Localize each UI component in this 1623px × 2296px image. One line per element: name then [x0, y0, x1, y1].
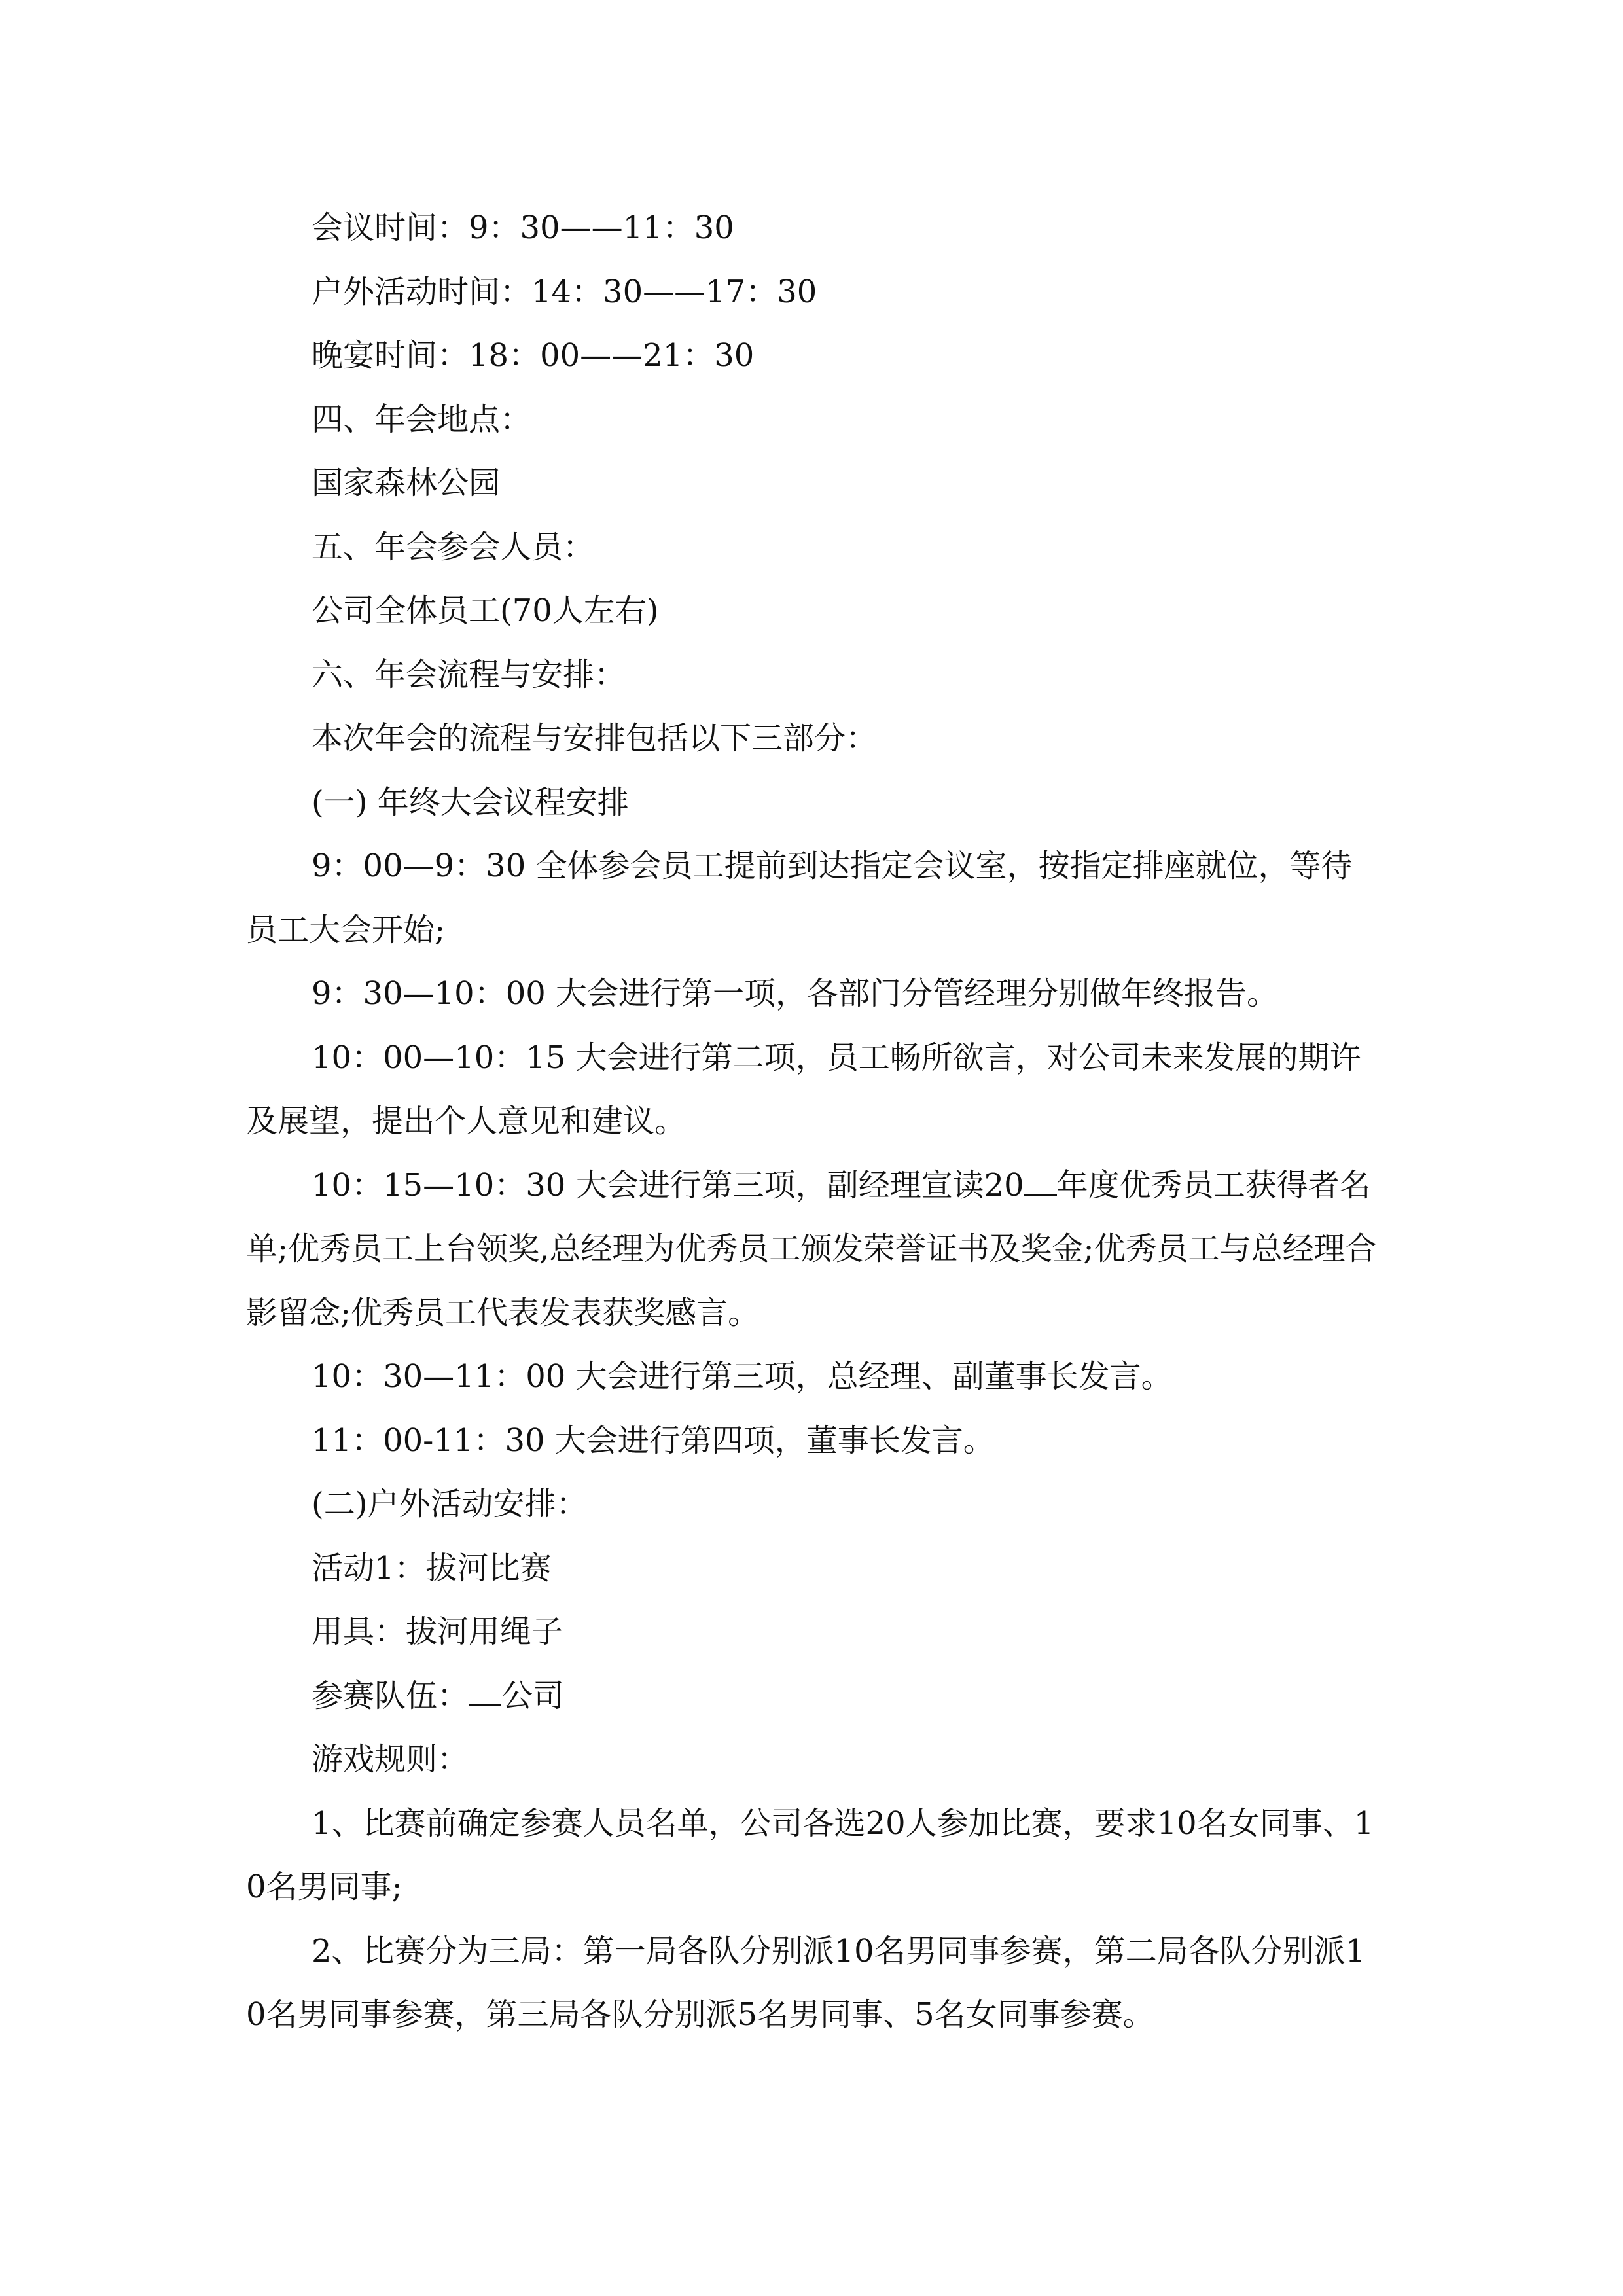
- rule-2: 2、比赛分为三局：第一局各队分别派10名男同事参赛，第二局各队分别派10名男同事参赛，第三局各队分别派5名男同事、5名女同事参赛。: [246, 1932, 1366, 2033]
- equipment-line: 用具：拔河用绳子: [312, 1613, 563, 1650]
- agenda-item-3: 10：00—10：15 大会进行第二项，员工畅所欲言，对公司未来发展的期许及展望，提出个人意见和建议。: [246, 1039, 1361, 1139]
- arrangement-intro: 本次年会的流程与安排包括以下三部分：: [312, 720, 878, 757]
- agenda-item-4-before: 10：15—10：30 大会进行第三项，副经理宣读20: [312, 1166, 1024, 1204]
- section-5-heading: 五、年会参会人员：: [312, 528, 595, 565]
- venue-line: 国家森林公园: [312, 465, 501, 501]
- part-2-heading: (二)户外活动安排：: [312, 1486, 588, 1522]
- dinner-time-line: 晚宴时间：18：00——21：30: [312, 337, 755, 374]
- section-6-heading: 六、年会流程与安排：: [312, 656, 626, 693]
- activity-1-line: 活动1：拔河比赛: [312, 1549, 552, 1587]
- document-body: [246, 196, 1378, 2047]
- rule-1: 1、比赛前确定参赛人员名单，公司各选20人参加比赛，要求10名女同事、10名男同事;: [246, 1804, 1374, 1905]
- teams-value: 公司: [501, 1677, 565, 1714]
- agenda-item-5: 10：30—11：00 大会进行第三项，总经理、副董事长发言。: [312, 1358, 1173, 1395]
- year-blank: [1024, 1168, 1057, 1196]
- company-blank: [469, 1678, 501, 1706]
- teams-label: 参赛队伍：: [312, 1677, 469, 1714]
- agenda-item-1: 9：00—9：30 全体参会员工提前到达指定会议室，按指定排座就位，等待员工大会开始;: [246, 848, 1353, 948]
- agenda-item-4: [246, 1154, 1378, 1346]
- agenda-item-2: 9：30—10：00 大会进行第一项，各部门分管经理分别做年终报告。: [312, 975, 1279, 1012]
- rules-heading: 游戏规则：: [312, 1741, 469, 1778]
- agenda-item-6: 11：00-11：30 大会进行第四项，董事长发言。: [312, 1422, 995, 1459]
- teams-line: [246, 1664, 1378, 1729]
- outdoor-time-line: 户外活动时间：14：30——17：30: [312, 273, 817, 310]
- meeting-time-line: 会议时间：9：30——11：30: [312, 209, 734, 246]
- attendees-line: 公司全体员工(70人左右): [312, 592, 659, 629]
- part-1-heading: (一) 年终大会议程安排: [312, 783, 629, 821]
- agenda-item-4-after: 年度优秀员工获得者名单;优秀员工上台领奖,总经理为优秀员工颁发荣誉证书及奖金;优秀员工与总经理合影留念;优秀员工代表发表获奖感言。: [246, 1166, 1377, 1331]
- section-4-heading: 四、年会地点：: [312, 401, 532, 438]
